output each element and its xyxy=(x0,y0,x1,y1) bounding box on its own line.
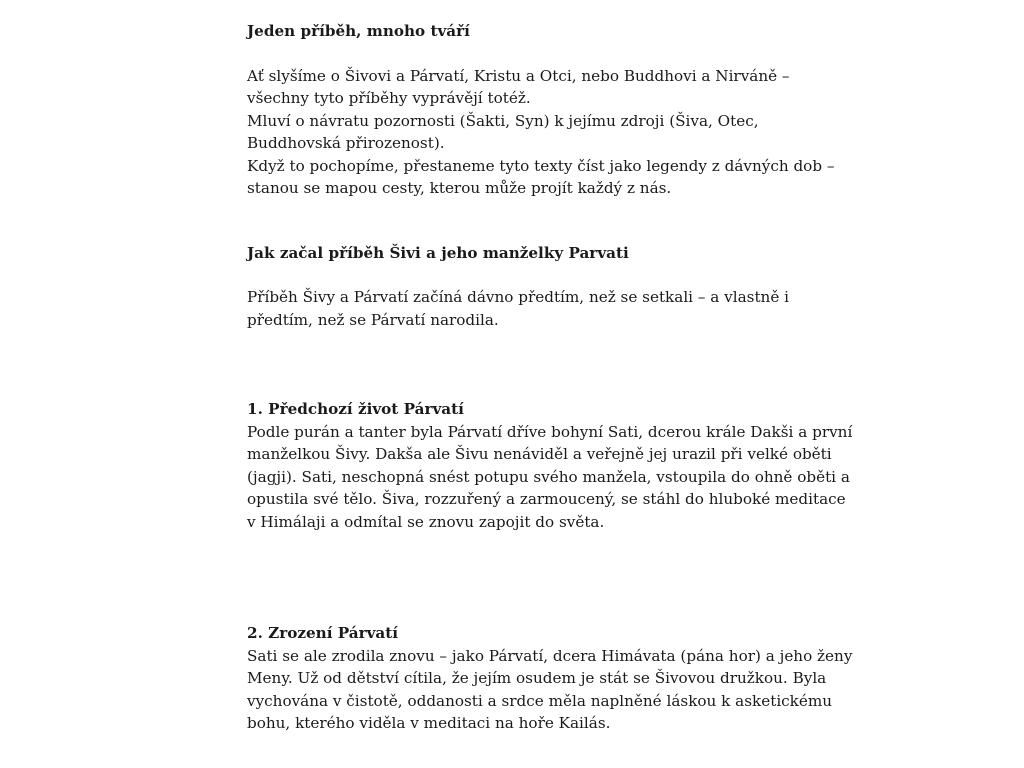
text-line: Sati se ale zrodila znovu – jako Párvatí, dcera Himávata (pána hor) a jeho ženy xyxy=(247,646,853,665)
text-line: Ať slyšíme o Šivovi a Párvatí, Kristu a Otci, nebo Buddhovi a Nirváně – xyxy=(247,66,790,85)
paragraph-previous-life xyxy=(247,421,853,534)
paragraph-beginning xyxy=(247,286,792,331)
section-title-beginning: Jak začal příběh Šivi a jeho manželky Parvati xyxy=(247,243,629,262)
text-line: Když to pochopíme, přestaneme tyto texty číst jako legendy z dávných dob – xyxy=(247,156,835,175)
text-line: Příběh Šivy a Párvatí začíná dávno předtím, než se setkali – a vlastně i xyxy=(247,288,790,306)
text-line: bohu, kterého viděla v meditaci na hoře Kailás. xyxy=(247,714,611,732)
document-page xyxy=(247,20,853,735)
text-line: všechny tyto příběhy vyprávějí totéž. xyxy=(247,89,531,107)
text-line: stanou se mapou cesty, kterou může projít každý z nás. xyxy=(247,179,672,197)
section-title-previous-life: 1. Předchozí život Párvatí xyxy=(247,400,464,418)
paragraph-intro xyxy=(247,65,835,200)
text-line: Mluví o návratu pozornosti (Šakti, Syn) k jejímu zdroji (Šiva, Otec, xyxy=(247,111,759,130)
text-line: manželkou Šivy. Dakša ale Šivu nenáviděl a veřejně jej urazil při velké oběti xyxy=(247,445,832,463)
section-title-intro: Jeden příběh, mnoho tváří xyxy=(247,22,470,40)
text-line: v Himálaji a odmítal se znovu zapojit do světa. xyxy=(247,512,605,531)
paragraph-birth xyxy=(247,645,853,735)
text-line: vychována v čistotě, oddanosti a srdce měla naplněné láskou k asketickému xyxy=(247,691,833,710)
text-line: předtím, než se Párvatí narodila. xyxy=(247,310,499,329)
text-line: opustila své tělo. Šiva, rozzuřený a zarmoucený, se stáhl do hluboké meditace xyxy=(247,490,846,508)
section-title-birth: 2. Zrození Párvatí xyxy=(247,624,399,642)
text-line: Podle purán a tanter byla Párvatí dříve bohyní Sati, dcerou krále Dakši a první xyxy=(247,422,853,441)
text-line: Buddhovská přirozenost). xyxy=(247,134,445,152)
text-line: (jagji). Sati, neschopná snést potupu svého manžela, vstoupila do ohně oběti a xyxy=(247,467,850,486)
text-line: Meny. Už od dětství cítila, že jejím osudem je stát se Šivovou družkou. Byla xyxy=(247,669,827,687)
